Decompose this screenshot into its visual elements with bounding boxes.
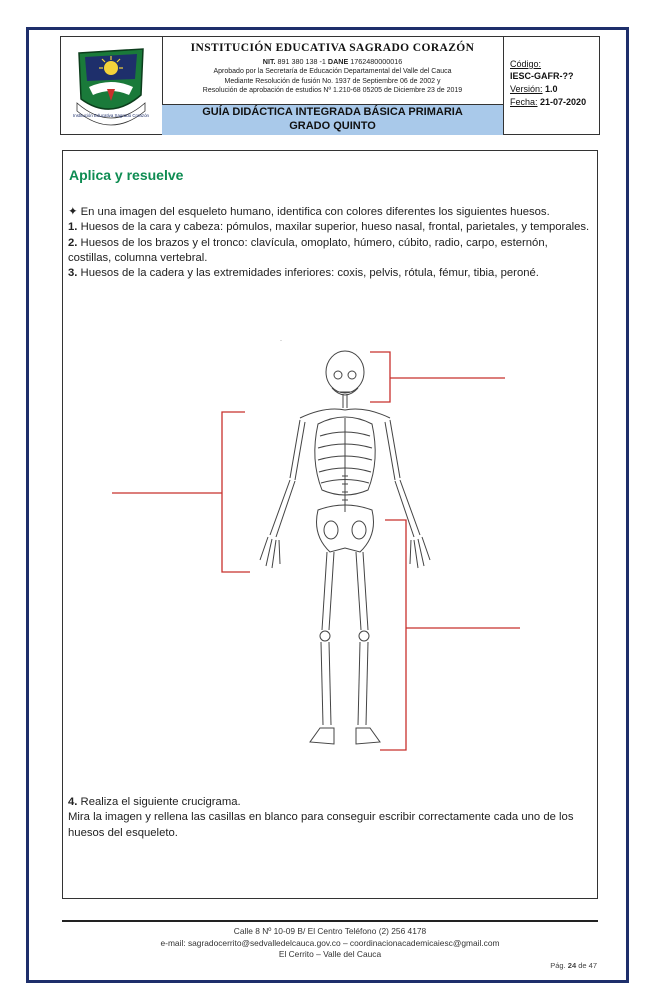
version-line: Versión: 1.0 bbox=[510, 84, 558, 94]
code-label-line: Código: bbox=[510, 59, 542, 69]
page-number: Pág. 24 de 47 bbox=[550, 961, 597, 970]
document-header bbox=[60, 36, 600, 135]
institution-info bbox=[162, 37, 504, 134]
item-1: 1. Huesos de la cara y cabeza: pómulos, maxilar superior, hueso nasal, frontal, parietales, y temporales. bbox=[68, 221, 590, 234]
figure-dot: · bbox=[280, 338, 282, 344]
code-value: IESC-GAFR-?? bbox=[510, 71, 574, 81]
intro-text: ✦ En una imagen del esqueleto humano, identifica con colores diferentes los siguientes huesos. bbox=[68, 206, 550, 218]
document-control bbox=[504, 37, 599, 134]
guide-title: GUÍA DIDÁCTICA INTEGRADA BÁSICA PRIMARIA bbox=[202, 106, 463, 118]
item-2: 2. Huesos de los brazos y el tronco: clavícula, omoplato, húmero, cúbito, radio, carpo, esternón, costillas, columna vertebral. bbox=[68, 236, 548, 264]
footer-rule bbox=[62, 920, 598, 922]
item-4-text: Mira la imagen y rellena las casillas en blanco para conseguir escribir correctamente cada uno de los huesos del esqueleto. bbox=[68, 811, 574, 839]
logo-cell bbox=[61, 37, 163, 134]
footer-email: e-mail: sagradocerrito@sedvalledelcauca.gov.co – coordinacionacademicaiesc@gmail.com bbox=[160, 937, 500, 948]
date-line: Fecha: 21-07-2020 bbox=[510, 97, 587, 107]
grade-title: GRADO QUINTO bbox=[289, 120, 376, 132]
item-4 bbox=[68, 795, 593, 841]
section-title: Aplica y resuelve bbox=[69, 167, 184, 183]
approval-text: Aprobado por la Secretaría de Educación Departamental del Valle del Cauca Mediante Resolución de fusión No. 1937 de Septiembre 06 de 2002 y Resolución de aprobación de estudios Nº 1.210-68 05205 de Diciembre 23 de 2019 bbox=[202, 68, 463, 94]
skeleton-figure bbox=[0, 330, 659, 770]
skeleton-drawing bbox=[260, 351, 430, 744]
guide-title-band bbox=[162, 104, 503, 135]
item-4-title: 4. Realiza el siguiente crucigrama. bbox=[68, 796, 241, 808]
institution-logo bbox=[71, 43, 151, 128]
institution-name: INSTITUCIÓN EDUCATIVA SAGRADO CORAZÓN bbox=[190, 42, 475, 54]
footer-address: Calle 8 Nº 10-09 B/ El Centro Teléfono (2) 256 4178 bbox=[233, 926, 427, 936]
footer bbox=[62, 926, 598, 961]
nit-line: NIT. 891 380 138 -1 DANE 1762480000016 bbox=[262, 57, 403, 66]
item-3: 3. Huesos de la cadera y las extremidades inferiores: coxis, pelvis, rótula, fémur, tibia, peroné. bbox=[68, 267, 539, 280]
instructions bbox=[68, 205, 593, 281]
footer-city: El Cerrito – Valle del Cauca bbox=[278, 949, 382, 959]
svg-text:Institución Educativa Sagrado: Institución Educativa Sagrado Corazón bbox=[73, 113, 149, 118]
